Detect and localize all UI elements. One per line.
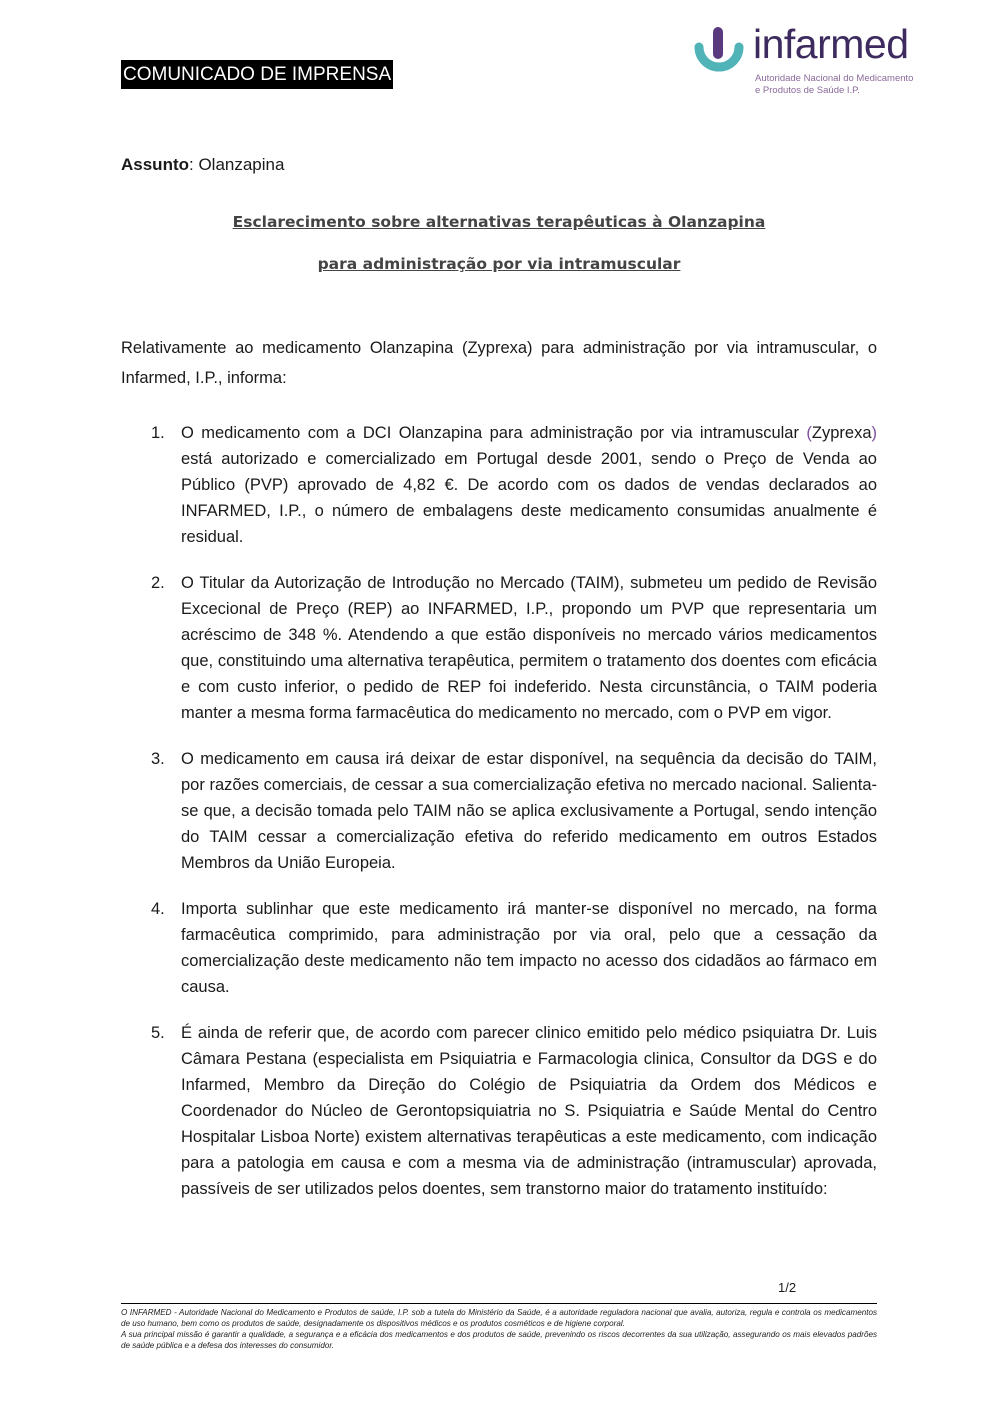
- brand-name: Zyprexa: [811, 424, 872, 442]
- list-item-text: É ainda de referir que, de acordo com parecer clinico emitido pelo médico psiquiatra Dr. Luis Câmara Pestana (especialista em Psiquiatria e Farmacologia clinica, Consultor da DGS e do Infarmed, Membro da Direção do Colégio de Psiquiatria da Ordem dos Médicos e Coordenador do Núcleo de Gerontopsiquiatria no S. Psiquiatria e Saúde Mental do Centro Hospitalar Lisboa Norte) existem alternativas terapêuticas a este medicamento, com indicação para a patologia em causa e com a mesma via de administração (intramuscular) aprovada, passíveis de ser utilizados pelos doentes, sem transtorno maior do tratamento instituído:: [181, 1024, 877, 1198]
- list-item-number: 5.: [151, 1024, 165, 1042]
- intro-paragraph: Relativamente ao medicamento Olanzapina (Zyprexa) para administração por via intramuscular, o Infarmed, I.P., informa:: [121, 339, 877, 387]
- subject-value: : Olanzapina: [189, 155, 285, 174]
- logo-subtitle: [755, 73, 913, 97]
- subject-line: [121, 155, 284, 175]
- list-item-text: O medicamento em causa irá deixar de estar disponível, na sequência da decisão do TAIM, por razões comerciais, de cessar a sua comercialização efetiva no mercado nacional. Salienta-se que, a decisão tomada pelo TAIM não se aplica exclusivamente a Portugal, sendo intenção do TAIM cessar a comercialização efetiva do referido medicamento em outros Estados Membros da União Europeia.: [181, 750, 877, 872]
- press-release-banner: COMUNICADO DE IMPRENSA: [121, 60, 393, 89]
- footer-line2: A sua principal missão é garantir a qualidade, a segurança e a eficácia dos medicamentos e dos produtos de saúde, prevenindo os riscos decorrentes da sua utilização, assegurando os mais elevados padrões de saúde pública e a defesa dos interesses do consumidor.: [121, 1330, 877, 1350]
- list-item-number: 2.: [151, 574, 165, 592]
- logo-subtitle-line2: e Produtos de Saúde I.P.: [755, 85, 860, 96]
- list-item-text: O medicamento com a DCI Olanzapina para administração por via intramuscular: [181, 424, 807, 442]
- footer-divider: [121, 1303, 877, 1304]
- paren-open: (: [806, 424, 812, 442]
- paren-close: ): [871, 424, 877, 442]
- list-item-text: Importa sublinhar que este medicamento irá manter-se disponível no mercado, na forma farmacêutica comprimido, para administração por via oral, pelo que a cessação da comercialização deste medicamento não tem impacto no acesso dos cidadãos ao fármaco em causa.: [181, 900, 877, 996]
- list-item-4: [121, 896, 877, 1000]
- logo-wordmark: infarmed: [753, 21, 909, 67]
- list-item-number: 4.: [151, 900, 165, 918]
- list-item-1: [121, 420, 877, 550]
- numbered-list: [121, 420, 877, 1222]
- infarmed-logo-icon: [693, 27, 745, 83]
- list-item-5: [121, 1020, 877, 1202]
- logo-subtitle-line1: Autoridade Nacional do Medicamento: [755, 73, 914, 84]
- page-number: 1/2: [778, 1280, 797, 1295]
- list-item-text-cont: está autorizado e comercializado em Portugal desde 2001, sendo o Preço de Venda ao Público (PVP) aprovado de 4,82 €. De acordo com os dados de vendas declarados ao INFARMED, I.P., o número de embalagens deste medicamento consumidas anualmente é residual.: [181, 450, 877, 546]
- document-title-line1: Esclarecimento sobre alternativas terapêuticas à Olanzapina: [232, 213, 766, 231]
- infarmed-logo: [693, 21, 923, 105]
- list-item-3: [121, 746, 877, 876]
- footer-line1: O INFARMED - Autoridade Nacional do Medicamento e Produtos de saúde, I.P. sob a tutela do Ministério da Saúde, é a autoridade reguladora nacional que avalia, autoriza, regula e controla os medicamentos de uso humano, bem como os produtos de saúde, designadamente os dispositivos médicos e os produtos cosméticos e de higiene corporal.: [121, 1308, 877, 1328]
- document-title-line2: para administração por via intramuscular: [317, 255, 681, 273]
- list-item-number: 3.: [151, 750, 165, 768]
- list-item-text: O Titular da Autorização de Introdução no Mercado (TAIM), submeteu um pedido de Revisão Excecional de Preço (REP) ao INFARMED, I.P., propondo um PVP que representaria um acréscimo de 348 %. Atendendo a que estão disponíveis no mercado vários medicamentos que, constituindo uma alternativa terapêutica, permitem o tratamento dos doentes com eficácia e com custo inferior, o pedido de REP foi indeferido. Nesta circunstância, o TAIM poderia manter a mesma forma farmacêutica do medicamento no mercado, com o PVP em vigor.: [181, 574, 877, 722]
- subject-label: Assunto: [121, 155, 189, 174]
- footer: [121, 1307, 877, 1351]
- list-item-2: [121, 570, 877, 726]
- list-item-number: 1.: [151, 424, 165, 442]
